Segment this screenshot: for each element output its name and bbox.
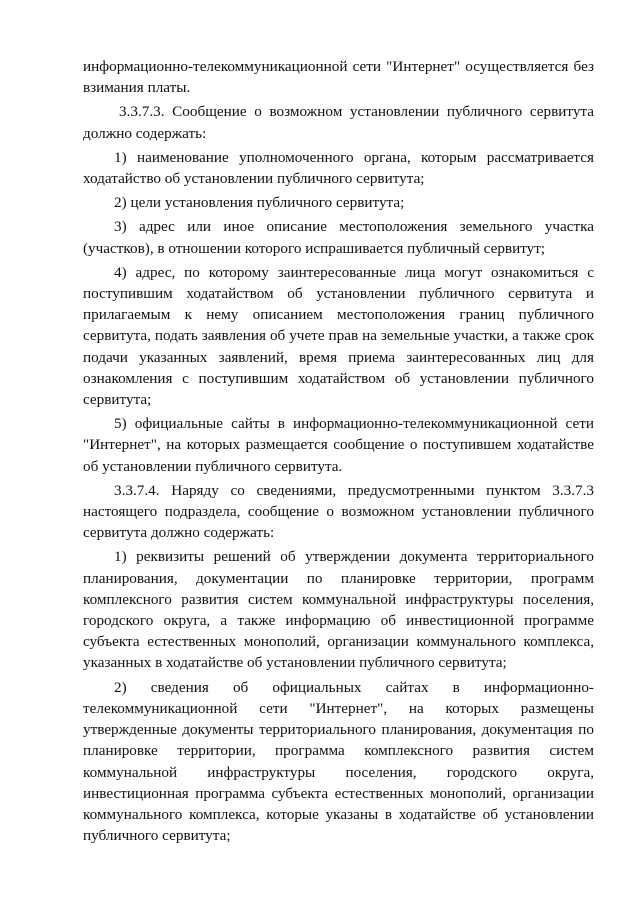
list-item-1-requisites: 1) реквизиты решений об утверждении документа территориального планирования, документации по планировке территории, программ комплексного развития систем коммунальной инфраструктуры поселения, городского округа, а также информацию об инвестиционной программе субъекта естественных монополий, организации коммунального комплекса, указанных в ходатайстве об установлении публичного сервитута; [83,548,594,672]
paragraph-continuation: информационно-телекоммуникационной сети "Интернет" осуществляется без взимания платы. [83,58,594,97]
document-page [83,56,594,846]
list-item-3: 3) адрес или иное описание местоположения земельного участка (участков), в отношении которого испрашивается публичный сервитут; [83,218,594,257]
list-item-2-websites: 2) сведения об официальных сайтах в информационно-телекоммуникационной сети "Интернет", на которых размещены утвержденные документы территориального планирования, документация по планировке территории, программа комплексного развития систем коммунальной инфраструктуры поселения, городского округа, инвестиционная программа субъекта естественных монополий, организации коммунального комплекса, которые указаны в ходатайстве об установлении публичного сервитута; [83,678,594,845]
paragraph-3-3-7-3: 3.3.7.3. Сообщение о возможном установлении публичного сервитута должно содержать: [83,103,594,142]
list-item-1: 1) наименование уполномоченного органа, которым рассматривается ходатайство об установлении публичного сервитута; [83,148,594,188]
list-item-2: 2) цели установления публичного сервитута; [114,194,405,212]
list-item-5: 5) официальные сайты в информационно-телекоммуникационной сети "Интернет", на которых размещается сообщение о поступившем ходатайстве об установлении публичного сервитута. [83,415,594,475]
paragraph-3-3-7-4: 3.3.7.4. Наряду со сведениями, предусмотренными пунктом 3.3.7.3 настоящего подраздела, сообщение о возможном установлении публичного сервитута должно содержать: [83,481,594,542]
list-item-4: 4) адрес, по которому заинтересованные лица могут ознакомиться с поступившим ходатайством об установлении публичного сервитута и прилагаемым к нему описанием местоположения границ публичного сервитута, подать заявления об учете прав на земельные участки, а также срок подачи указанных заявлений, время приема заинтересованных лиц для ознакомления с поступившим ходатайством об установлении публичного сервитута; [83,263,594,409]
